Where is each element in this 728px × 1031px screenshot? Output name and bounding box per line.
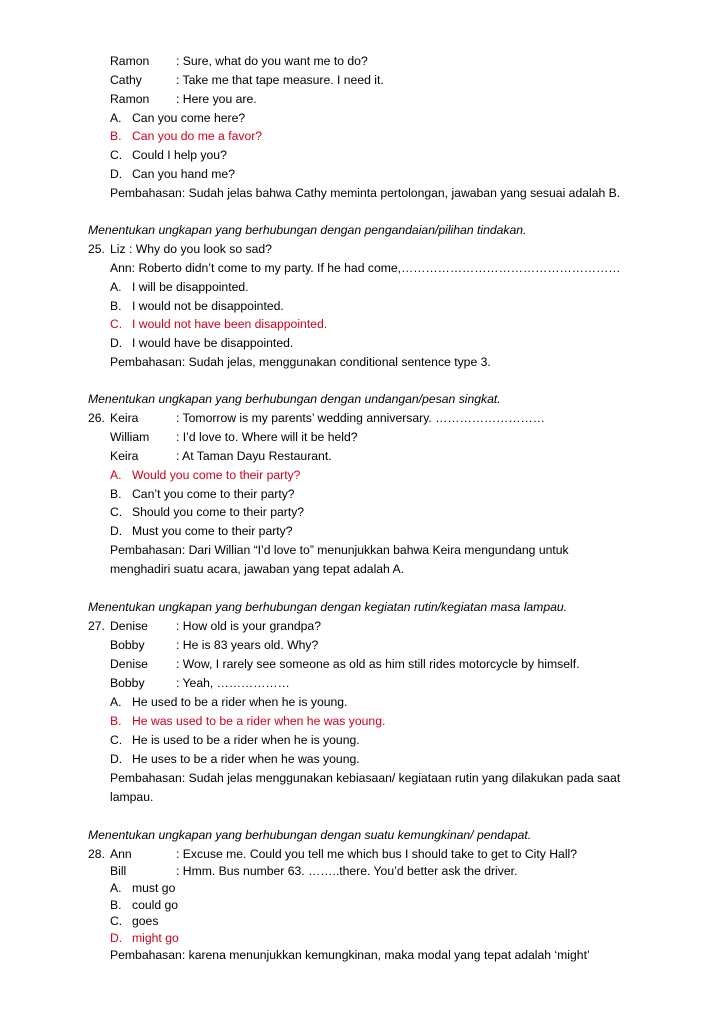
option-a-correct: A. Would you come to their party? bbox=[110, 468, 301, 482]
explanation: Pembahasan: Sudah jelas menggunakan kebiasaan/ kegiataan rutin yang dilakukan pada saat bbox=[110, 771, 621, 785]
option-b-correct: B. He was used to be a rider when he was young. bbox=[110, 714, 386, 728]
option-b: B. Can’t you come to their party? bbox=[110, 487, 295, 501]
dialogue-line: Bobby : He is 83 years old. Why? bbox=[110, 638, 319, 652]
section-heading: Menentukan ungkapan yang berhubungan dengan suatu kemungkinan/ pendapat. bbox=[88, 828, 532, 842]
option-b-correct: B. Can you do me a favor? bbox=[110, 129, 263, 143]
option-d-correct: D. might go bbox=[110, 931, 179, 945]
dialogue-line: Liz : Why do you look so sad? bbox=[110, 242, 272, 256]
section-heading: Menentukan ungkapan yang berhubungan dengan undangan/pesan singkat. bbox=[88, 392, 501, 406]
question-number: 27. bbox=[88, 619, 105, 633]
explanation: menghadiri suatu acara, jawaban yang tepat adalah A. bbox=[110, 562, 405, 576]
option-c: C. Should you come to their party? bbox=[110, 505, 305, 519]
question-number: 28. bbox=[88, 847, 105, 861]
option-a: A. Can you come here? bbox=[110, 111, 246, 125]
option-a: A. I will be disappointed. bbox=[110, 280, 249, 294]
explanation: Pembahasan: Dari Willian “I’d love to” menunjukkan bahwa Keira mengundang untuk bbox=[110, 543, 569, 557]
section-heading: Menentukan ungkapan yang berhubungan dengan kegiatan rutin/kegiatan masa lampau. bbox=[88, 600, 568, 614]
dialogue-line: Bobby : Yeah, ……………… bbox=[110, 676, 290, 690]
section-heading: Menentukan ungkapan yang berhubungan dengan pengandaian/pilihan tindakan. bbox=[88, 223, 527, 237]
option-c-correct: C. I would not have been disappointed. bbox=[110, 317, 328, 331]
dialogue-line: William : I’d love to. Where will it be held? bbox=[110, 430, 358, 444]
option-a: A. He used to be a rider when he is young. bbox=[110, 695, 348, 709]
dialogue-line: Bill : Hmm. Bus number 63. ……..there. You’d better ask the driver. bbox=[110, 864, 518, 878]
explanation: Pembahasan: Sudah jelas, menggunakan conditional sentence type 3. bbox=[110, 355, 491, 369]
option-a: A. must go bbox=[110, 881, 176, 895]
option-b: B. could go bbox=[110, 898, 179, 912]
option-d: D. Can you hand me? bbox=[110, 167, 235, 181]
explanation: Pembahasan: Sudah jelas bahwa Cathy meminta pertolongan, jawaban yang sesuai adalah B. bbox=[110, 186, 621, 200]
dialogue-line: Cathy : Take me that tape measure. I need it. bbox=[110, 73, 384, 87]
explanation: Pembahasan: karena menunjukkan kemungkinan, maka modal yang tepat adalah ‘might’ bbox=[110, 948, 590, 962]
option-d: D. I would have be disappointed. bbox=[110, 336, 294, 350]
option-c: C. He is used to be a rider when he is young. bbox=[110, 733, 360, 747]
dialogue-line: Ann: Roberto didn’t come to my party. If he had come,……………………………………………… bbox=[110, 261, 621, 275]
dialogue-line: Keira : At Taman Dayu Restaurant. bbox=[110, 449, 332, 463]
dialogue-line: Ann : Excuse me. Could you tell me which bus I should take to get to City Hall? bbox=[110, 847, 578, 861]
dialogue-line: Denise : Wow, I rarely see someone as old as him still rides motorcycle by himself. bbox=[110, 657, 580, 671]
dialogue-line: Denise : How old is your grandpa? bbox=[110, 619, 321, 633]
dialogue-line: Ramon : Sure, what do you want me to do? bbox=[110, 54, 368, 68]
dialogue-line: Keira : Tomorrow is my parents’ wedding anniversary. ……………………… bbox=[110, 411, 545, 425]
option-d: D. He uses to be a rider when he was young. bbox=[110, 752, 360, 766]
option-c: C. goes bbox=[110, 914, 159, 928]
option-d: D. Must you come to their party? bbox=[110, 524, 293, 538]
dialogue-line: Ramon : Here you are. bbox=[110, 92, 257, 106]
explanation: lampau. bbox=[110, 790, 154, 804]
question-number: 26. bbox=[88, 411, 105, 425]
option-b: B. I would not be disappointed. bbox=[110, 299, 284, 313]
option-c: C. Could I help you? bbox=[110, 148, 227, 162]
question-number: 25. bbox=[88, 242, 105, 256]
